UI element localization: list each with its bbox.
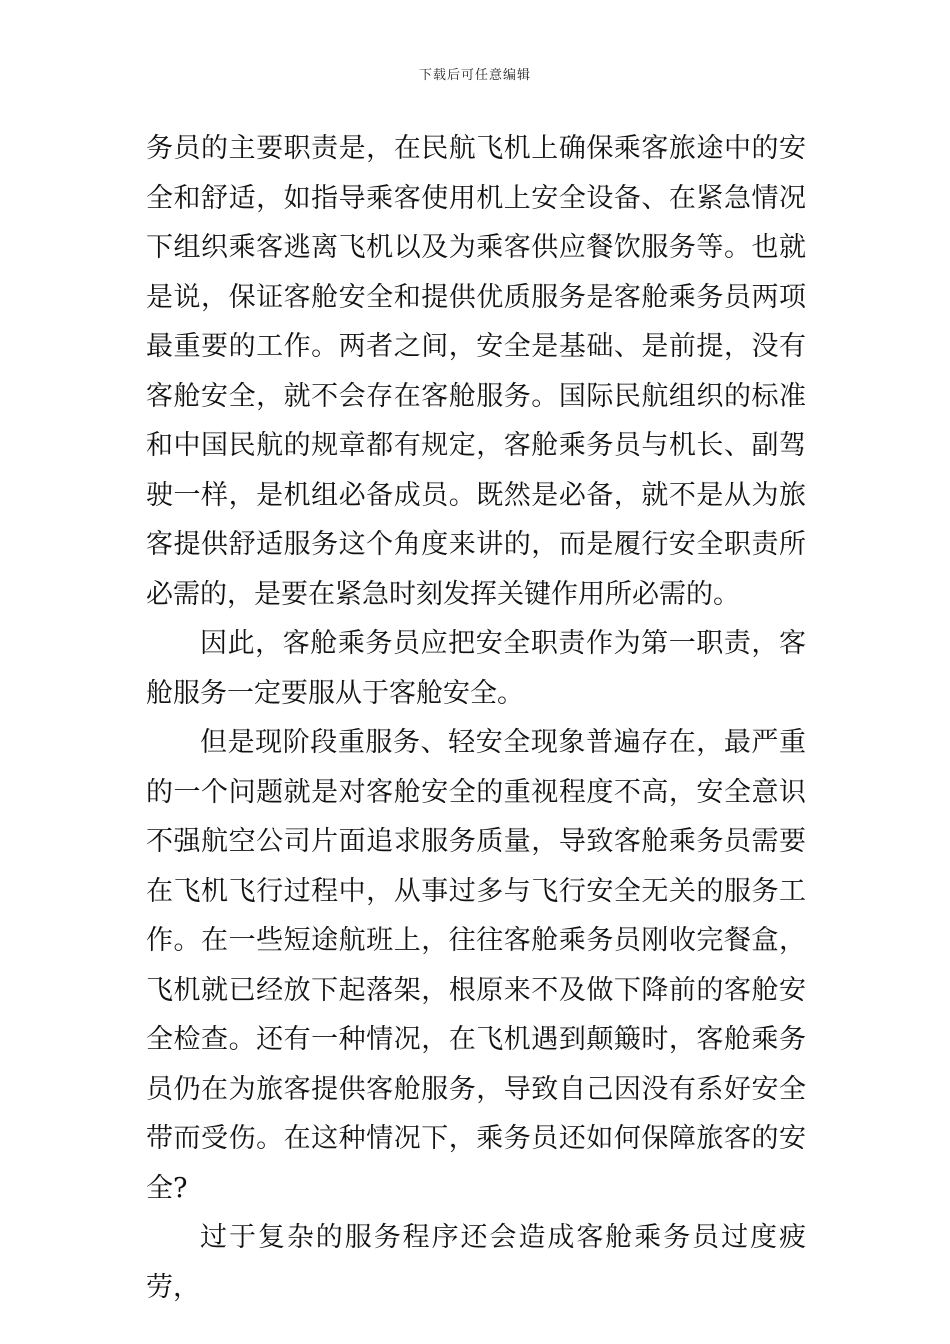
paragraph-1: 务员的主要职责是，在民航飞机上确保乘客旅途中的安全和舒适，如指导乘客使用机上安全设备、在紧急情况下组织乘客逃离飞机以及为乘客供应餐饮服务等。也就是说，保证客舱安全和提供优质服务是客舱乘务员两项最重要的工作。两者之间，安全是基础、是前提，没有客舱安全，就不会存在客舱服务。国际民航组织的标准和中国民航的规章都有规定，客舱乘务员与机长、副驾驶一样，是机组必备成员。既然是必备，就不是从为旅客提供舒适服务这个角度来讲的，而是履行安全职责所必需的，是要在紧急时刻发挥关键作用所必需的。 <box>146 133 806 610</box>
paragraph-2: 因此，客舱乘务员应把安全职责作为第一职责，客舱服务一定要服从于客舱安全。 <box>146 628 806 709</box>
paragraph-4: 过于复杂的服务程序还会造成客舱乘务员过度疲劳， <box>146 1222 806 1303</box>
page-header: 下载后可任意编辑 <box>418 68 531 83</box>
document-body <box>146 124 806 1312</box>
paragraph-3: 但是现阶段重服务、轻安全现象普遍存在，最严重的一个问题就是对客舱安全的重视程度不高，安全意识不强航空公司片面追求服务质量，导致客舱乘务员需要在飞机飞行过程中，从事过多与飞行安全无关的服务工作。在一些短途航班上，往往客舱乘务员刚收完餐盒，飞机就已经放下起落架，根原来不及做下降前的客舱安全检查。还有一种情况，在飞机遇到颠簸时，客舱乘务员仍在为旅客提供客舱服务，导致自己因没有系好安全带而受伤。在这种情况下，乘务员还如何保障旅客的安全? <box>146 727 806 1204</box>
